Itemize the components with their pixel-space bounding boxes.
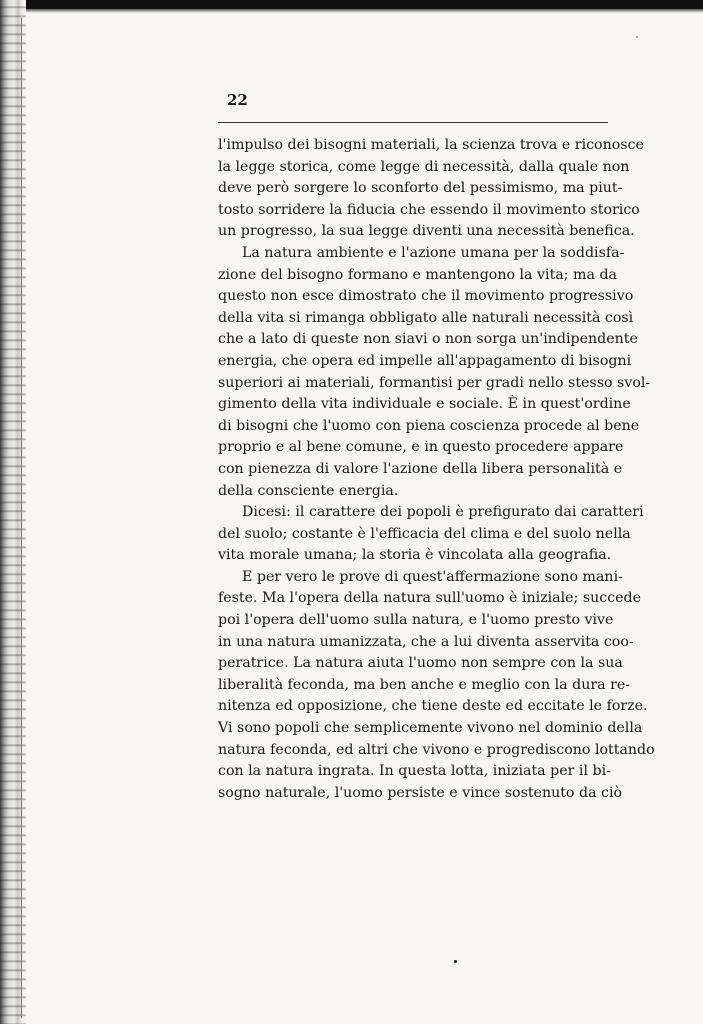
- text-line: natura feconda, ed altri che vivono e progrediscono lottando: [218, 741, 655, 758]
- text-line: Vi sono popoli che semplicemente vivono nel dominio della: [218, 720, 643, 737]
- page-number: 22: [227, 91, 248, 109]
- text-line: un progresso, la sua legge diventi una necessità benefica.: [218, 223, 635, 240]
- text-line: peratrice. La natura aiuta l'uomo non sempre con la sua: [218, 655, 623, 672]
- scan-top-edge: [0, 0, 703, 9]
- text-line: deve però sorgere lo sconforto del pessimismo, ma piut-: [218, 180, 623, 197]
- text-line: con pienezza di valore l'azione della libera personalità e: [218, 460, 623, 477]
- text-line: sogno naturale, l'uomo persiste e vince sostenuto da ciò: [218, 784, 623, 801]
- text-line: superiori ai materiali, formantisi per gradi nello stesso svol-: [218, 374, 651, 391]
- book-binding-edge: [0, 0, 26, 1024]
- paragraph: [218, 243, 651, 502]
- gutter-line: [21, 18, 22, 1018]
- paragraph: [218, 567, 655, 805]
- text-line: nitenza ed opposizione, che tiene deste ed eccitate le forze.: [218, 698, 648, 715]
- header-rule: [218, 122, 608, 123]
- text-line: zione del bisogno formano e mantengono la vita; ma da: [218, 266, 617, 283]
- text-line: questo non esce dimostrato che il movimento progressivo: [218, 288, 634, 305]
- text-line: La natura ambiente e l'azione umana per la soddisfa-: [242, 244, 625, 261]
- paper-speck: [636, 36, 638, 38]
- text-line: proprio e al bene comune, e in questo procedere appare: [218, 439, 624, 456]
- text-line: l'impulso dei bisogni materiali, la scienza trova e riconosce: [218, 137, 644, 153]
- paragraph: [218, 502, 644, 567]
- scan-top-shadow: [0, 9, 703, 13]
- text-line: di bisogni che l'uomo con piena coscienza procede al bene: [218, 417, 640, 434]
- text-line: poi l'opera dell'uomo sulla natura, e l'uomo presto vive: [218, 612, 614, 629]
- text-line: in una natura umanizzata, che a lui diventa asservita coo-: [218, 633, 634, 650]
- text-line: liberalità feconda, ma ben anche e meglio con la dura re-: [218, 676, 631, 693]
- text-line: che a lato di queste non siavi o non sorga un'indipendente: [218, 331, 638, 348]
- text-line: vita morale umana; la storia è vincolata alla geografia.: [218, 547, 612, 564]
- text-line: E per vero le prove di quest'affermazione sono mani-: [242, 568, 623, 585]
- body-text: [218, 135, 655, 804]
- text-line: feste. Ma l'opera della natura sull'uomo è iniziale; succede: [218, 590, 642, 607]
- text-line: la legge storica, come legge di necessità, dalla quale non: [218, 158, 630, 175]
- text-line: gimento della vita individuale e sociale. È in quest'ordine: [218, 396, 631, 413]
- text-line: energia, che opera ed impelle all'appagamento di bisogni: [218, 352, 632, 369]
- text-line: tosto sorridere la fiducia che essendo il movimento storico: [218, 201, 640, 218]
- text-line: della consciente energia.: [218, 482, 399, 499]
- text-line: con la natura ingrata. In questa lotta, iniziata per il bi-: [218, 763, 611, 780]
- text-line: della vita si rimanga obbligato alle naturali necessità così: [218, 309, 634, 326]
- text-line: del suolo; costante è l'efficacia del clima e del suolo nella: [218, 525, 631, 542]
- text-line: Dicesi: il carattere dei popoli è prefigurato dai caratteri: [242, 504, 644, 521]
- paragraph: [218, 135, 644, 243]
- paper-speck: [454, 960, 457, 963]
